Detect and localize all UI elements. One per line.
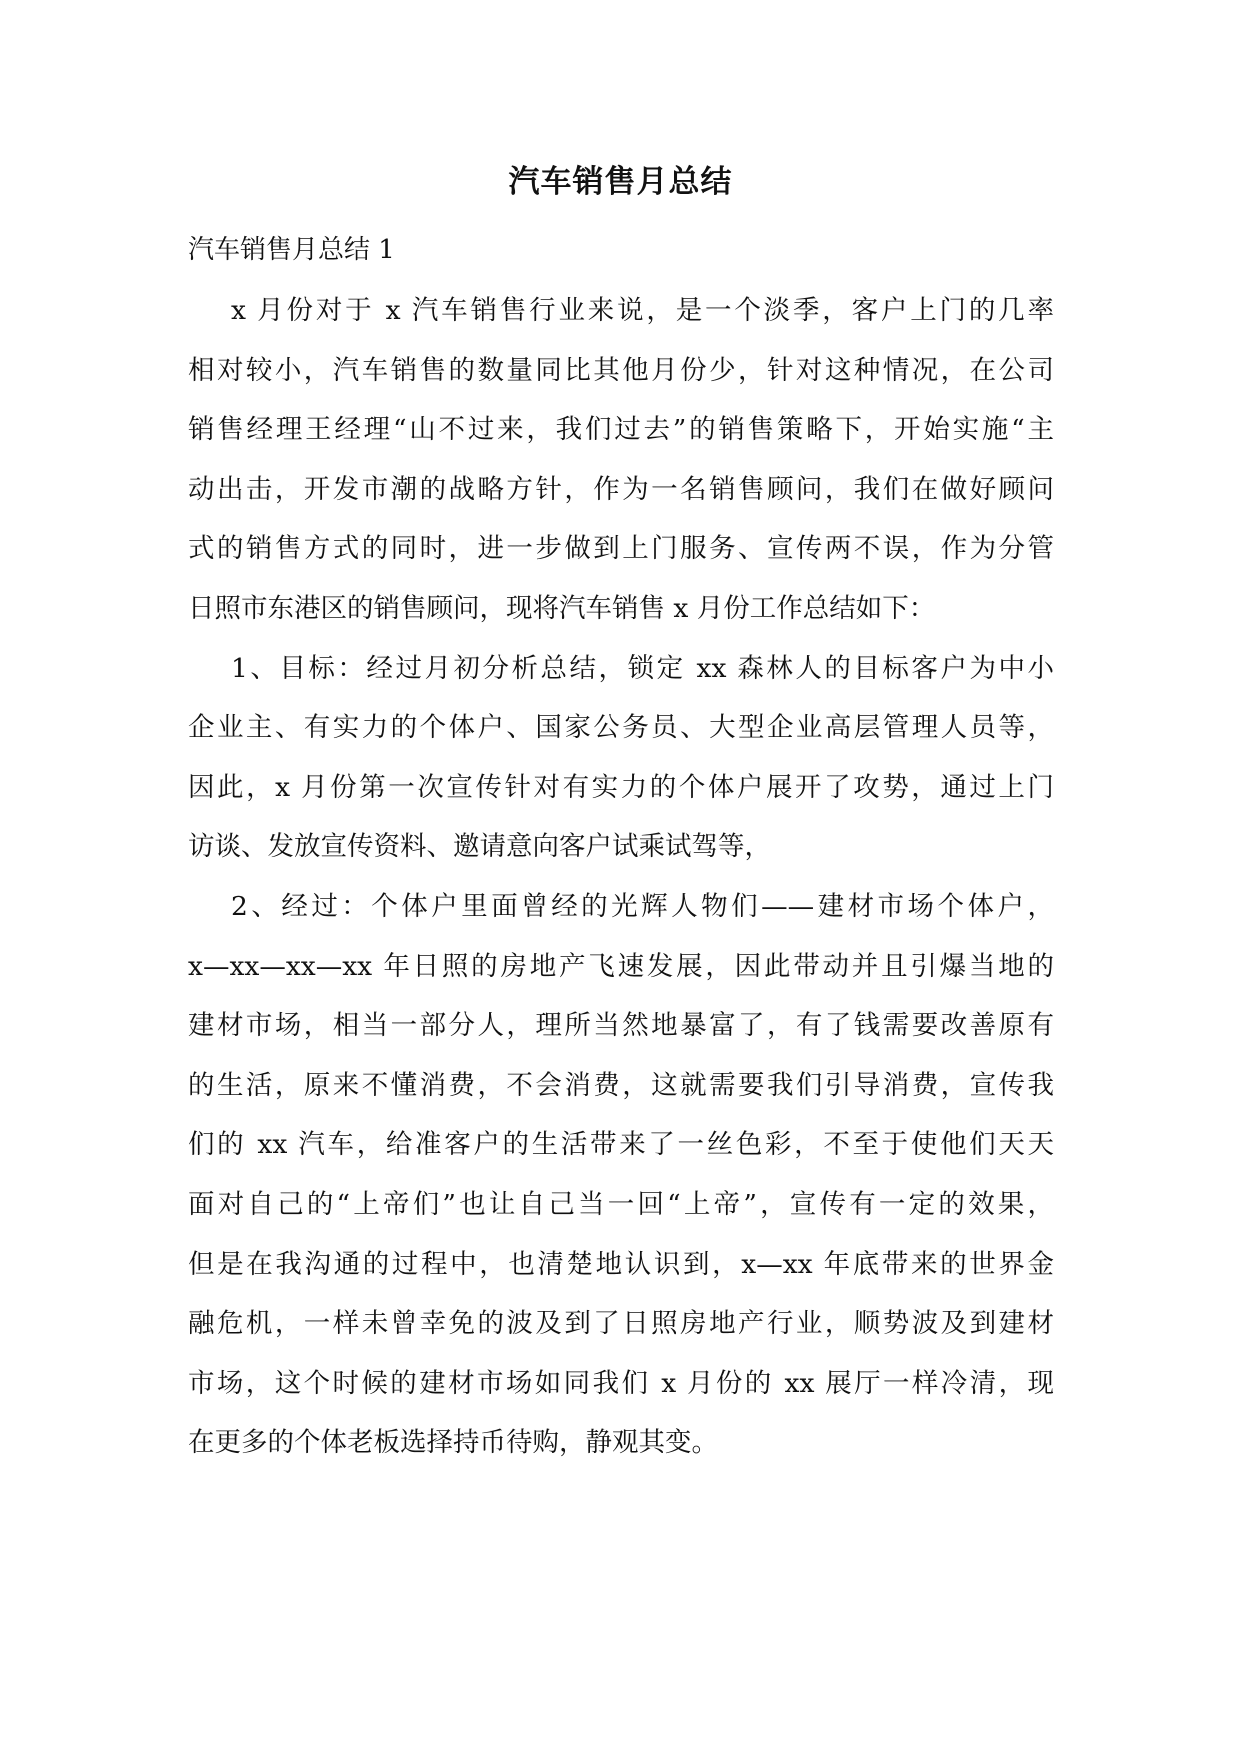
body-text-line: 面对自己的“上帝们”也让自己当一回“上帝”，宣传有一定的效果，: [188, 1188, 1054, 1220]
body-text-line: 相对较小，汽车销售的数量同比其他月份少，针对这种情况，在公司: [188, 354, 1054, 386]
body-text-line: 在更多的个体老板选择持币待购，静观其变。: [188, 1427, 718, 1459]
body-text-line: 建材市场，相当一部分人，理所当然地暴富了，有了钱需要改善原有: [188, 1010, 1054, 1042]
body-text-line: 企业主、有实力的个体户、国家公务员、大型企业高层管理人员等，: [188, 712, 1054, 744]
body-text-line: x—xx—xx—xx 年日照的房地产飞速发展，因此带动并且引爆当地的: [188, 950, 1054, 982]
body-text-line: 的生活，原来不懂消费，不会消费，这就需要我们引导消费，宣传我: [188, 1069, 1054, 1101]
body-text-line: 融危机，一样未曾幸免的波及到了日照房地产行业，顺势波及到建材: [188, 1308, 1054, 1340]
body-text-line: 1、目标：经过月初分析总结，锁定 xx 森林人的目标客户为中小: [231, 652, 1054, 684]
body-text-line: 们的 xx 汽车，给准客户的生活带来了一丝色彩，不至于使他们天天: [188, 1129, 1054, 1161]
body-text-line: 2、经过：个体户里面曾经的光辉人物们——建材市场个体户，: [231, 890, 1054, 922]
body-text-line: 日照市东港区的销售顾问，现将汽车销售 x 月份工作总结如下：: [188, 592, 936, 624]
body-text-line: 访谈、发放宣传资料、邀请意向客户试乘试驾等，: [188, 831, 771, 863]
document-body: [188, 289, 1054, 1481]
body-text-line: 销售经理王经理“山不过来，我们过去”的销售策略下，开始实施“主: [188, 414, 1054, 446]
document-title: 汽车销售月总结: [508, 164, 733, 200]
body-text-line: x 月份对于 x 汽车销售行业来说，是一个淡季，客户上门的几率: [231, 295, 1054, 326]
body-text-line: 但是在我沟通的过程中，也清楚地认识到，x—xx 年底带来的世界金: [188, 1248, 1054, 1280]
body-text-line: 式的销售方式的同时，进一步做到上门服务、宣传两不误，作为分管: [188, 533, 1054, 565]
body-text-line: 动出击，开发市潮的战略方针，作为一名销售顾问，我们在做好顾问: [188, 473, 1054, 505]
body-text-line: 因此，x 月份第一次宣传针对有实力的个体户展开了攻势，通过上门: [188, 771, 1054, 803]
body-text-line: 市场，这个时候的建材市场如同我们 x 月份的 xx 展厅一样冷清，现: [188, 1367, 1054, 1399]
section-heading: 汽车销售月总结 1: [188, 235, 395, 265]
